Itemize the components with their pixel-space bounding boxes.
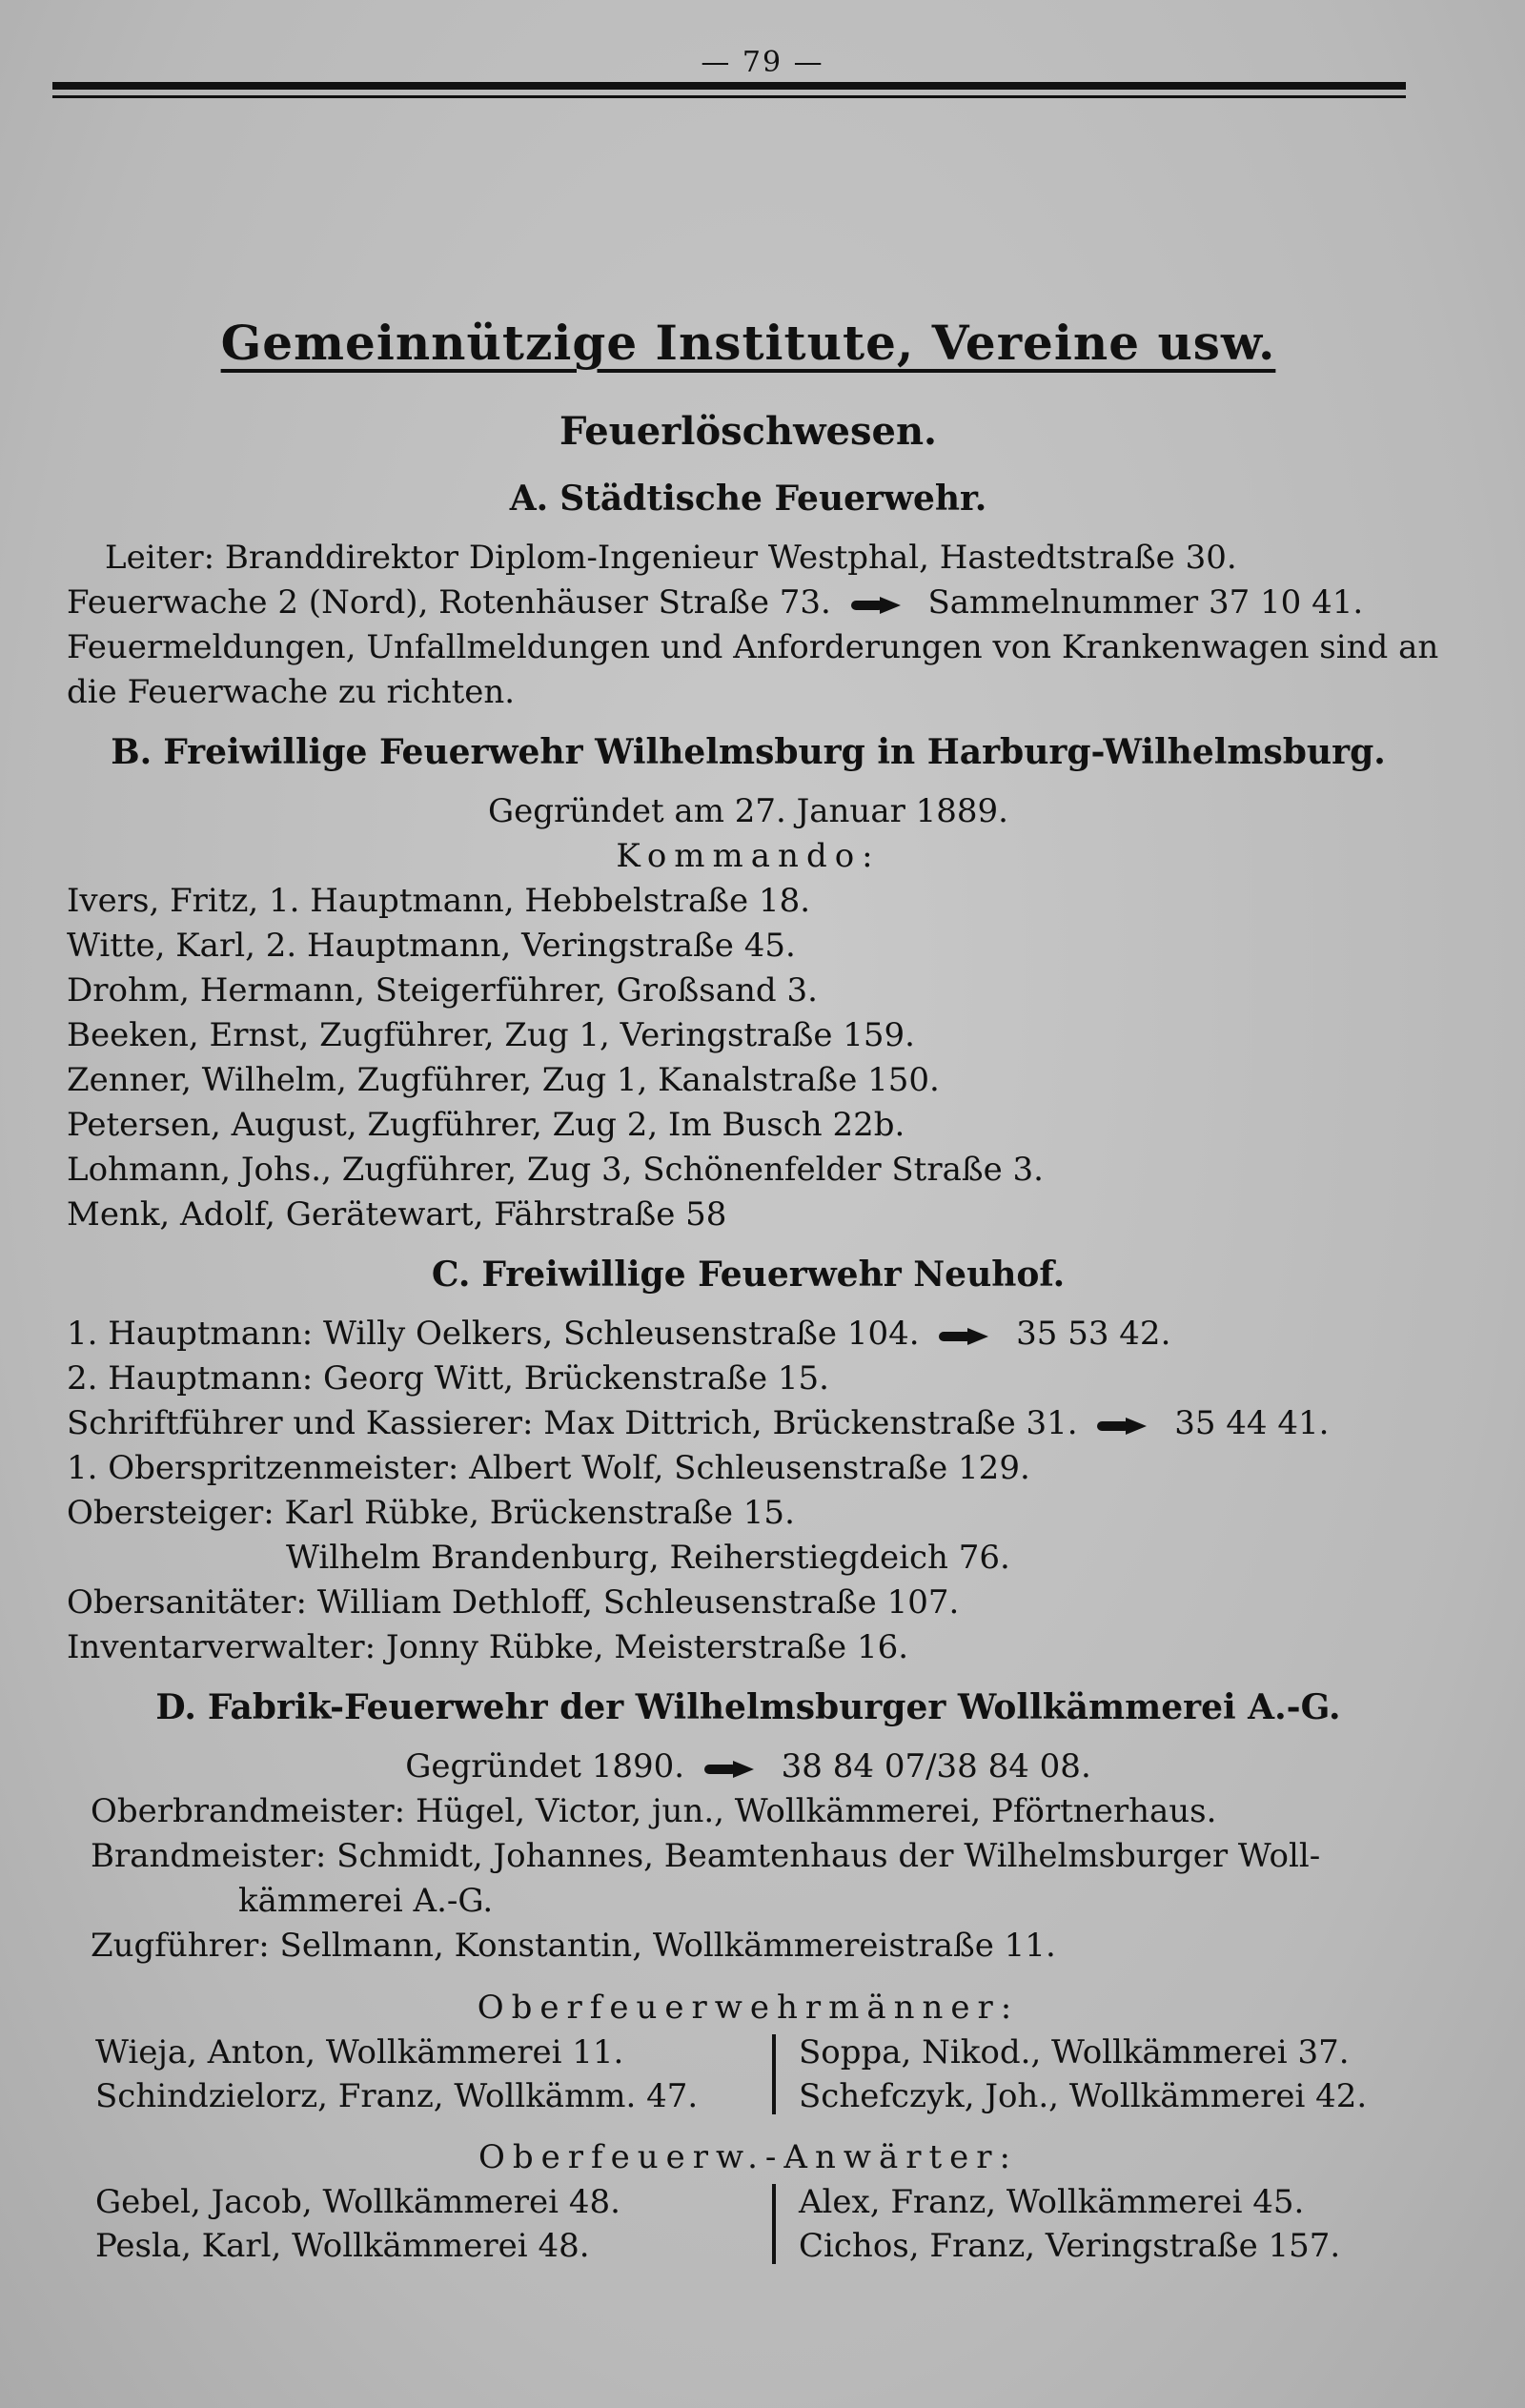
list-item: Drohm, Hermann, Steigerführer, Großsand 3. [67, 971, 818, 1010]
list-item: Lohmann, Johs., Zugführer, Zug 3, Schönenfelder Straße 3. [67, 1151, 1044, 1189]
section-b-name: Freiwillige Feuerwehr Wilhelmsburg in Harburg-Wilhelmsburg. [163, 732, 1386, 772]
section-d-title [67, 1687, 1430, 1727]
section-c-line-1 [67, 1312, 1430, 1357]
section-a-sammelnummer: Sammelnummer 37 10 41. [927, 583, 1364, 622]
section-d-line-2b: kämmerei A.-G. [238, 1882, 494, 1920]
section-d-line-2: Brandmeister: Schmidt, Johannes, Beamtenhaus der Wilhelmsburger Woll- [91, 1837, 1321, 1875]
list-item: Ivers, Fritz, 1. Hauptmann, Hebbelstraße 18. [67, 882, 811, 920]
telephone-hand-icon [704, 1761, 762, 1776]
list-item: Pesla, Karl, Wollkämmerei 48. [95, 2227, 590, 2265]
section-b-founded: Gegründet am 27. Januar 1889. [487, 792, 1008, 830]
section-c-phone-2: 35 44 41. [1174, 1404, 1330, 1442]
section-d-line-1: Oberbrandmeister: Hügel, Victor, jun., Wollkämmerei, Pförtnerhaus. [91, 1792, 1217, 1830]
list-item: Beeken, Ernst, Zugführer, Zug 1, Veringstraße 159. [67, 1016, 915, 1054]
page-content [67, 315, 1439, 2268]
column-divider [772, 2034, 776, 2114]
section-a-note-1: Feuermeldungen, Unfallmeldungen und Anforderungen von Krankenwagen sind an [67, 628, 1439, 666]
section-c-phone-1: 35 53 42. [1016, 1315, 1171, 1353]
section-c-line-8: Inventarverwalter: Jonny Rübke, Meisterstraße 16. [67, 1628, 909, 1666]
anwaerter-heading: Oberfeuerw.-Anwärter: [478, 2138, 1018, 2176]
section-d-letter: D. [155, 1687, 196, 1727]
page-title: Gemeinnützige Institute, Vereine usw. [220, 315, 1276, 371]
anwaerter-left-column [95, 2180, 772, 2268]
section-c-line-5: Obersteiger: Karl Rübke, Brückenstraße 15. [67, 1494, 795, 1532]
section-a-note-2: die Feuerwache zu richten. [67, 673, 516, 711]
section-c-title [67, 1255, 1430, 1295]
header-rule-thin [52, 95, 1406, 98]
telephone-hand-icon [939, 1328, 996, 1343]
section-c-line-6: Wilhelm Brandenburg, Reiherstiegdeich 76. [286, 1539, 1010, 1577]
list-item: Wieja, Anton, Wollkämmerei 11. [95, 2033, 624, 2071]
section-d-founded: Gegründet 1890. [405, 1747, 685, 1786]
section-a-feuerwache [67, 581, 1430, 625]
section-c-line-3 [67, 1401, 1430, 1446]
section-c-line-4: 1. Oberspritzenmeister: Albert Wolf, Schleusenstraße 129. [67, 1449, 1030, 1487]
anwaerter-right-column [799, 2180, 1340, 2268]
anwaerter-columns [95, 2180, 1430, 2268]
list-item: Soppa, Nikod., Wollkämmerei 37. [799, 2033, 1350, 2071]
section-a-feuerwache-text: Feuerwache 2 (Nord), Rotenhäuser Straße 73. [67, 583, 831, 622]
list-item: Alex, Franz, Wollkämmerei 45. [799, 2183, 1305, 2221]
column-divider [772, 2184, 776, 2264]
list-item: Cichos, Franz, Veringstraße 157. [799, 2227, 1341, 2265]
section-d-name: Fabrik-Feuerwehr der Wilhelmsburger Wollkämmerei A.-G. [207, 1687, 1341, 1727]
section-a-title [67, 479, 1430, 519]
list-item: Petersen, August, Zugführer, Zug 2, Im Busch 22b. [67, 1106, 905, 1144]
telephone-hand-icon [1097, 1418, 1154, 1433]
section-b-kommando: Kommando: [616, 837, 881, 875]
page-number: — 79 — [701, 46, 824, 79]
oberfeuerwehr-left-column [95, 2030, 772, 2118]
list-item: Witte, Karl, 2. Hauptmann, Veringstraße 45. [67, 927, 796, 965]
section-b-letter: B. [111, 732, 152, 772]
section-d-phones: 38 84 07/38 84 08. [781, 1747, 1091, 1786]
section-c-name: Freiwillige Feuerwehr Neuhof. [481, 1255, 1066, 1295]
list-item: Schindzielorz, Franz, Wollkämm. 47. [95, 2077, 699, 2115]
oberfeuerwehr-right-column [799, 2030, 1367, 2118]
section-a-leiter: Leiter: Branddirektor Diplom-Ingenieur Westphal, Hastedtstraße 30. [105, 539, 1237, 577]
telephone-hand-icon [851, 597, 908, 612]
oberfeuerwehr-heading: Oberfeuerwehrmänner: [477, 1989, 1020, 2027]
list-item: Zenner, Wilhelm, Zugführer, Zug 1, Kanalstraße 150. [67, 1061, 940, 1099]
section-a-letter: A. [509, 479, 549, 519]
list-item: Schefczyk, Joh., Wollkämmerei 42. [799, 2077, 1368, 2115]
section-d-line-3: Zugführer: Sellmann, Konstantin, Wollkämmereistraße 11. [91, 1927, 1056, 1965]
section-heading-feuerloeschwesen: Feuerlöschwesen. [559, 409, 937, 454]
oberfeuerwehr-columns [95, 2030, 1430, 2118]
list-item: Gebel, Jacob, Wollkämmerei 48. [95, 2183, 620, 2221]
header-rule-thick [52, 82, 1406, 90]
section-d-founded-line [67, 1745, 1430, 1789]
list-item: Menk, Adolf, Gerätewart, Fährstraße 58 [67, 1195, 727, 1234]
section-c-hauptmann-1: 1. Hauptmann: Willy Oelkers, Schleusenstraße 104. [67, 1315, 920, 1353]
section-c-schriftfuehrer: Schriftführer und Kassierer: Max Dittrich, Brückenstraße 31. [67, 1404, 1078, 1442]
section-b-title [67, 732, 1430, 772]
section-c-line-7: Obersanitäter: William Dethloff, Schleusenstraße 107. [67, 1583, 960, 1622]
section-c-line-2: 2. Hauptmann: Georg Witt, Brückenstraße 15. [67, 1359, 829, 1398]
section-c-letter: C. [431, 1255, 471, 1295]
section-a-name: Städtische Feuerwehr. [559, 479, 987, 519]
